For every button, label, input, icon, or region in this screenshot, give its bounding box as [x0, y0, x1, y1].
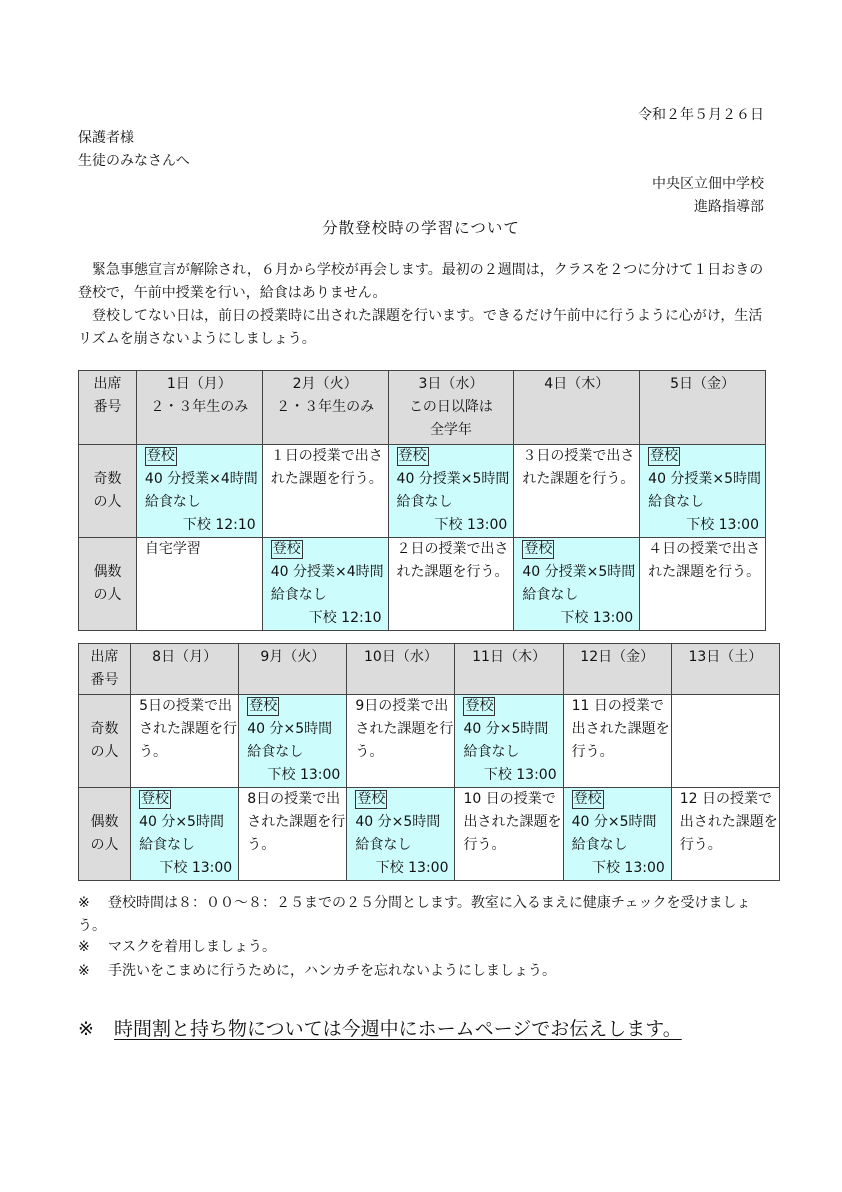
- odd-number-label: 奇数 の人: [79, 695, 131, 788]
- attendance-day-cell: [514, 538, 640, 631]
- day-header: 5日（金）: [640, 371, 766, 445]
- day-header: 3日（水） この日以降は 全学年: [388, 371, 514, 445]
- cell-line: 40 分×5時間: [139, 814, 224, 830]
- cell-line: 40 分×5時間: [571, 814, 657, 830]
- table-row: [79, 445, 766, 538]
- school-name: 中央区立佃中学校: [652, 176, 764, 192]
- cell-line: 40 分授業×5時間: [648, 471, 762, 487]
- attend-badge: 登校: [357, 791, 386, 807]
- document-title: 分散登校時の学習について: [322, 219, 520, 237]
- attend-badge: 登校: [465, 698, 494, 714]
- attendance-day-cell: [262, 538, 388, 631]
- attendance-number-header: 出席 番号: [79, 371, 137, 445]
- attendance-day-cell: [347, 788, 455, 881]
- note-mark: ※: [78, 963, 90, 979]
- home-study-cell: 5日の授業で出された課題を行う。: [131, 695, 239, 788]
- cell-line: 40 分×5時間: [463, 721, 549, 737]
- day-header: 2月（火） ２・３年生のみ: [262, 371, 388, 445]
- day-header: 12日（金）: [563, 644, 671, 695]
- final-notice-mark: ※: [78, 1018, 94, 1040]
- home-study-cell: １日の授業で出された課題を行う。: [262, 445, 388, 538]
- note-text: 手洗いをこまめに行うために，ハンカチを忘れないようにしましょう。: [108, 963, 556, 979]
- attend-badge: 登校: [650, 448, 679, 464]
- home-study-cell: [671, 695, 779, 788]
- dismissal-time: 下校 13:00: [560, 610, 634, 626]
- cell-line: 給食なし: [648, 494, 705, 510]
- cell-line: 給食なし: [139, 837, 196, 853]
- department-name: 進路指導部: [694, 199, 764, 215]
- cell-line: 給食なし: [270, 587, 327, 603]
- week1-schedule-table: [78, 370, 766, 631]
- attendance-day-cell: [131, 788, 239, 881]
- home-study-cell: 12 日の授業で出された課題を行う。: [671, 788, 779, 881]
- home-study-cell: 11 日の授業で出された課題を行う。: [563, 695, 671, 788]
- even-number-label: 偶数 の人: [79, 788, 131, 881]
- cell-line: 40 分×5時間: [355, 814, 441, 830]
- attendance-number-header: 出席 番号: [79, 644, 131, 695]
- dismissal-time: 下校 13:00: [591, 860, 665, 876]
- note-mask: [78, 936, 778, 959]
- dismissal-time: 下校 13:00: [375, 860, 449, 876]
- dismissal-time: 下校 13:00: [159, 860, 233, 876]
- table-row: [79, 788, 780, 881]
- cell-line: 給食なし: [144, 494, 201, 510]
- day-header: 10日（水）: [347, 644, 455, 695]
- note-mark: ※: [78, 939, 90, 955]
- attend-badge: 登校: [398, 448, 427, 464]
- note-text: 登校時間は８：００～８：２５までの２５分間とします。教室に入るまえに健康チェックを受けましょう。: [78, 895, 751, 934]
- attendance-day-cell: [563, 788, 671, 881]
- dismissal-time: 下校 13:00: [686, 517, 759, 533]
- attendance-day-cell: [239, 695, 347, 788]
- home-study-cell: 8日の授業で出された課題を行う。: [239, 788, 347, 881]
- day-header: 9月（火）: [239, 644, 347, 695]
- cell-line: 給食なし: [247, 744, 304, 760]
- document-date: 令和２年５月２６日: [638, 107, 764, 123]
- dismissal-time: 下校 13:00: [434, 517, 508, 533]
- home-study-cell: ２日の授業で出された課題を行う。: [388, 538, 514, 631]
- attend-badge: 登校: [146, 448, 175, 464]
- cell-line: 40 分授業×4時間: [144, 471, 258, 487]
- table-row: [79, 695, 780, 788]
- attendance-day-cell: [388, 445, 514, 538]
- cell-line: 40 分×5時間: [247, 721, 333, 737]
- note-text: マスクを着用しましょう。: [108, 939, 276, 955]
- cell-line: 給食なし: [571, 837, 628, 853]
- cell-line: 40 分授業×5時間: [522, 564, 636, 580]
- dismissal-time: 下校 13:00: [483, 767, 557, 783]
- attend-badge: 登校: [272, 541, 301, 557]
- cell-line: 40 分授業×5時間: [396, 471, 510, 487]
- final-notice: [78, 1014, 682, 1041]
- study-paragraph: 登校してない日は，前日の授業時に出された課題を行います。できるだけ午前中に行うように心がけ，生活リズムを崩さないようにしましょう。: [78, 308, 763, 347]
- attend-badge: 登校: [249, 698, 278, 714]
- final-notice-text: 時間割と持ち物については今週中にホームページでお伝えします。: [114, 1018, 682, 1040]
- day-header: 11日（木）: [455, 644, 563, 695]
- day-header: 4日（木）: [514, 371, 640, 445]
- note-handkerchief: [78, 960, 778, 983]
- dismissal-time: 下校 12:10: [308, 610, 382, 626]
- odd-number-label: 奇数 の人: [79, 445, 137, 538]
- intro-paragraph: 緊急事態宣言が解除され，６月から学校が再会します。最初の２週間は，クラスを２つに分けて１日おきの登校で，午前中授業を行い，給食はありません。: [78, 262, 764, 301]
- day-header: 8日（月）: [131, 644, 239, 695]
- home-study-cell: 10 日の授業で出された課題を行う。: [455, 788, 563, 881]
- attend-badge: 登校: [141, 791, 170, 807]
- cell-line: 給食なし: [355, 837, 412, 853]
- cell-line: 40 分授業×4時間: [270, 564, 384, 580]
- recipient-parents: 保護者様: [78, 130, 134, 146]
- attendance-day-cell: [640, 445, 766, 538]
- home-study-cell: ３日の授業で出された課題を行う。: [514, 445, 640, 538]
- day-header: 1日（月） ２・３年生のみ: [136, 371, 262, 445]
- cell-line: 給食なし: [463, 744, 520, 760]
- dismissal-time: 下校 13:00: [267, 767, 341, 783]
- attendance-day-cell: [455, 695, 563, 788]
- cell-line: 給食なし: [396, 494, 453, 510]
- home-study-cell: ４日の授業で出された課題を行う。: [640, 538, 766, 631]
- day-header: 13日（土）: [671, 644, 779, 695]
- attend-badge: 登校: [573, 791, 602, 807]
- week2-schedule-table: [78, 643, 780, 881]
- home-study-cell: 自宅学習: [136, 538, 262, 631]
- attend-badge: 登校: [524, 541, 553, 557]
- attendance-day-cell: [136, 445, 262, 538]
- home-study-cell: 9日の授業で出された課題を行う。: [347, 695, 455, 788]
- recipient-students: 生徒のみなさんへ: [78, 153, 190, 169]
- cell-line: 給食なし: [522, 587, 579, 603]
- note-arrival-time: [78, 892, 778, 938]
- even-number-label: 偶数 の人: [79, 538, 137, 631]
- dismissal-time: 下校 12:10: [182, 517, 256, 533]
- table-row: [79, 538, 766, 631]
- note-mark: ※: [78, 895, 90, 911]
